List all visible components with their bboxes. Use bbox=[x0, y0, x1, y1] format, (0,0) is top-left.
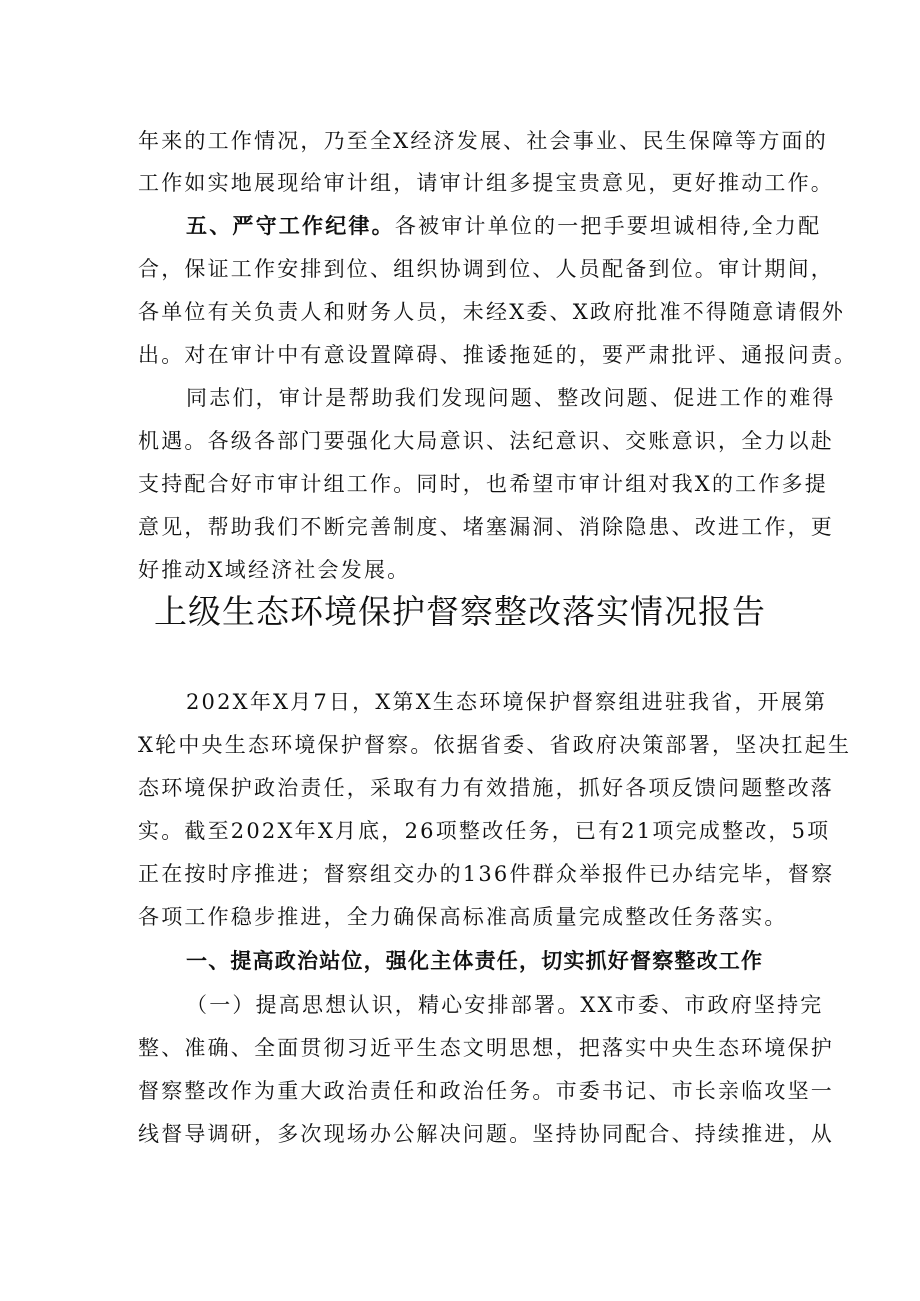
paragraph-line: 机遇。各级各部门要强化大局意识、法纪意识、交账意识，全力以赴 bbox=[138, 429, 834, 453]
paragraph-line: 线督导调研，多次现场办公解决问题。坚持协同配合、持续推进，从 bbox=[138, 1122, 834, 1146]
paragraph-line: 各项工作稳步推进，全力确保高标准高质量完成整改任务落实。 bbox=[138, 905, 788, 929]
paragraph-line: 正在按时序推进；督察组交办的136件群众举报件已办结完毕，督察 bbox=[138, 862, 835, 886]
paragraph-text: 各被审计单位的一把手要坦诚相待,全力配 bbox=[394, 214, 822, 238]
paragraph-line: 支持配合好市审计组工作。同时，也希望市审计组对我X的工作多提 bbox=[138, 472, 828, 496]
paragraph-line: 整、准确、全面贯彻习近平生态文明思想，把落实中央生态环境保护 bbox=[138, 1036, 834, 1060]
paragraph-line: 合，保证工作安排到位、组织协调到位、人员配备到位。审计期间， bbox=[138, 257, 834, 281]
report-title: 上级生态环境保护督察整改落实情况报告 bbox=[154, 592, 766, 631]
paragraph-line: 意见，帮助我们不断完善制度、堵塞漏洞、消除隐患、改进工作，更 bbox=[138, 515, 834, 539]
paragraph-line: 出。对在审计中有意设置障碍、推诿拖延的，要严肃批评、通报问责。 bbox=[138, 343, 858, 367]
paragraph-line: 同志们，审计是帮助我们发现问题、整改问题、促进工作的难得 bbox=[186, 386, 836, 410]
paragraph-line: 好推动X域经济社会发展。 bbox=[138, 558, 411, 582]
paragraph-line: 工作如实地展现给审计组，请审计组多提宝贵意见，更好推动工作。 bbox=[138, 171, 834, 195]
paragraph-line: 202X年X月7日，X第X生态环境保护督察组进驻我省，开展第 bbox=[186, 690, 828, 714]
paragraph-line: 各单位有关负责人和财务人员，未经X委、X政府批准不得随意请假外 bbox=[138, 300, 846, 324]
discipline-paragraph-first-line bbox=[186, 211, 920, 241]
paragraph-line: （一）提高思想认识，精心安排部署。XX市委、市政府坚持完 bbox=[186, 993, 824, 1017]
paragraph-line: 态环境保护政治责任，采取有力有效措施，抓好各项反馈问题整改落 bbox=[138, 776, 834, 800]
section-heading: 一、提高政治站位，强化主体责任，切实抓好督察整改工作 bbox=[186, 949, 764, 973]
section-five-lead: 五、严守工作纪律。 bbox=[186, 213, 395, 238]
paragraph-line: X轮中央生态环境保护督察。依据省委、省政府决策部署，坚决扛起生 bbox=[138, 733, 852, 757]
paragraph-line: 督察整改作为重大政治责任和政治任务。市委书记、市长亲临攻坚一 bbox=[138, 1079, 834, 1103]
paragraph-line: 实。截至202X年X月底，26项整改任务，已有21项完成整改，5项 bbox=[138, 819, 831, 843]
paragraph-line: 年来的工作情况，乃至全X经济发展、社会事业、民生保障等方面的 bbox=[138, 129, 828, 153]
